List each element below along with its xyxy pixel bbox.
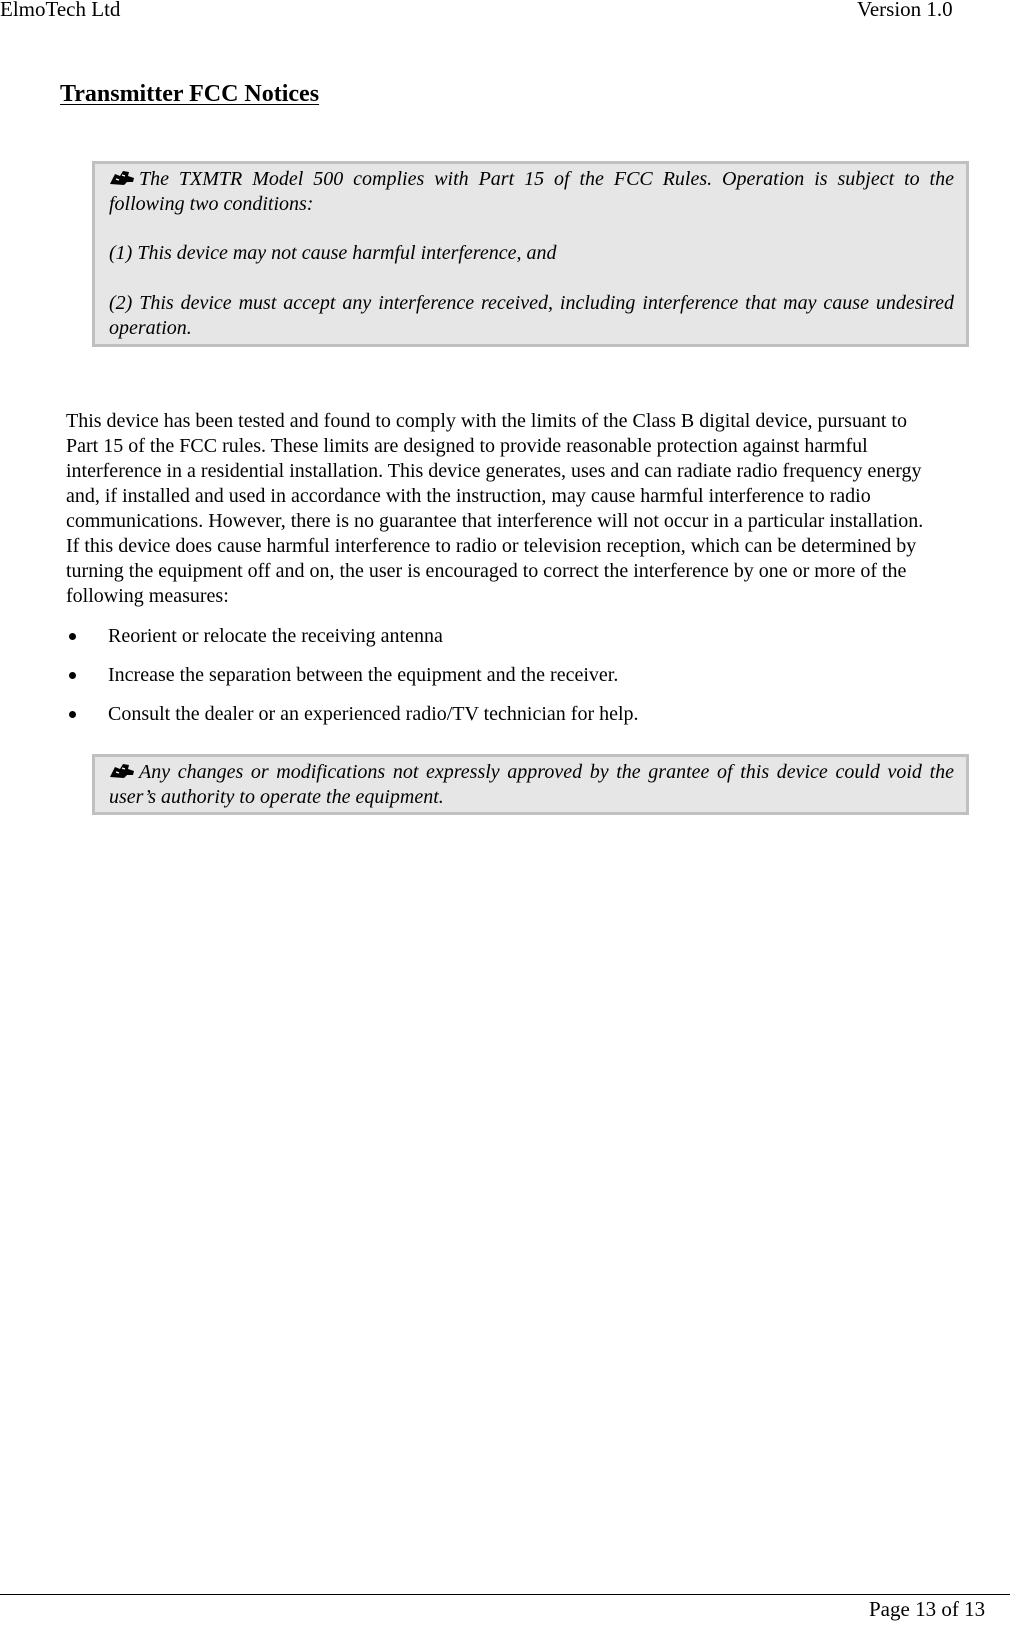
bullet-icon [69, 711, 76, 718]
body-line: If this device does cause harmful interference to radio or television reception, which can be determined by [66, 535, 917, 557]
list-item-text: Consult the dealer or an experienced radio/TV technician for help. [108, 703, 639, 725]
body-line: communications. However, there is no guarantee that interference will not occur in a particular installation. [66, 510, 924, 532]
list-item-text: Increase the separation between the equipment and the receiver. [108, 664, 619, 686]
notice-text: The TXMTR Model 500 complies with Part 15 of the FCC Rules. Operation is subject to the following two conditions: [109, 168, 954, 215]
footer-divider [0, 1594, 1010, 1595]
body-line: turning the equipment off and on, the user is encouraged to correct the interference by one or more of the [66, 560, 907, 582]
body-line: following measures: [66, 585, 229, 607]
body-line: Part 15 of the FCC rules. These limits are designed to provide reasonable protection against harmful [66, 435, 868, 457]
bullet-icon [69, 633, 76, 640]
page-number: Page 13 of 13 [869, 1597, 986, 1621]
page-title: Transmitter FCC Notices [60, 81, 320, 107]
pointing-hand-icon [109, 170, 135, 186]
notice-paragraph: (2) This device must accept any interference received, including interference that may cause undesired operation. [109, 292, 954, 339]
body-line: This device has been tested and found to comply with the limits of the Class B digital device, pursuant to [66, 410, 907, 432]
notice-text: Any changes or modifications not expressly approved by the grantee of this device could void the user’s authority to operate the equipment. [109, 761, 954, 808]
notice-paragraph [109, 167, 954, 217]
body-paragraph [66, 409, 1010, 609]
header-company: ElmoTech Ltd [0, 0, 121, 21]
fcc-compliance-notice [92, 161, 969, 347]
bullet-icon [69, 672, 76, 679]
pointing-hand-icon [109, 763, 135, 779]
header-version: Version 1.0 [857, 0, 953, 21]
modifications-notice [92, 754, 969, 815]
body-line: interference in a residential installation. This device generates, uses and can radiate radio frequency energy [66, 460, 922, 482]
list-item-text: Reorient or relocate the receiving antenna [108, 625, 443, 647]
notice-paragraph: (1) This device may not cause harmful interference, and [109, 242, 557, 264]
notice-paragraph [109, 760, 954, 810]
body-line: and, if installed and used in accordance with the instruction, may cause harmful interference to radio [66, 485, 871, 507]
